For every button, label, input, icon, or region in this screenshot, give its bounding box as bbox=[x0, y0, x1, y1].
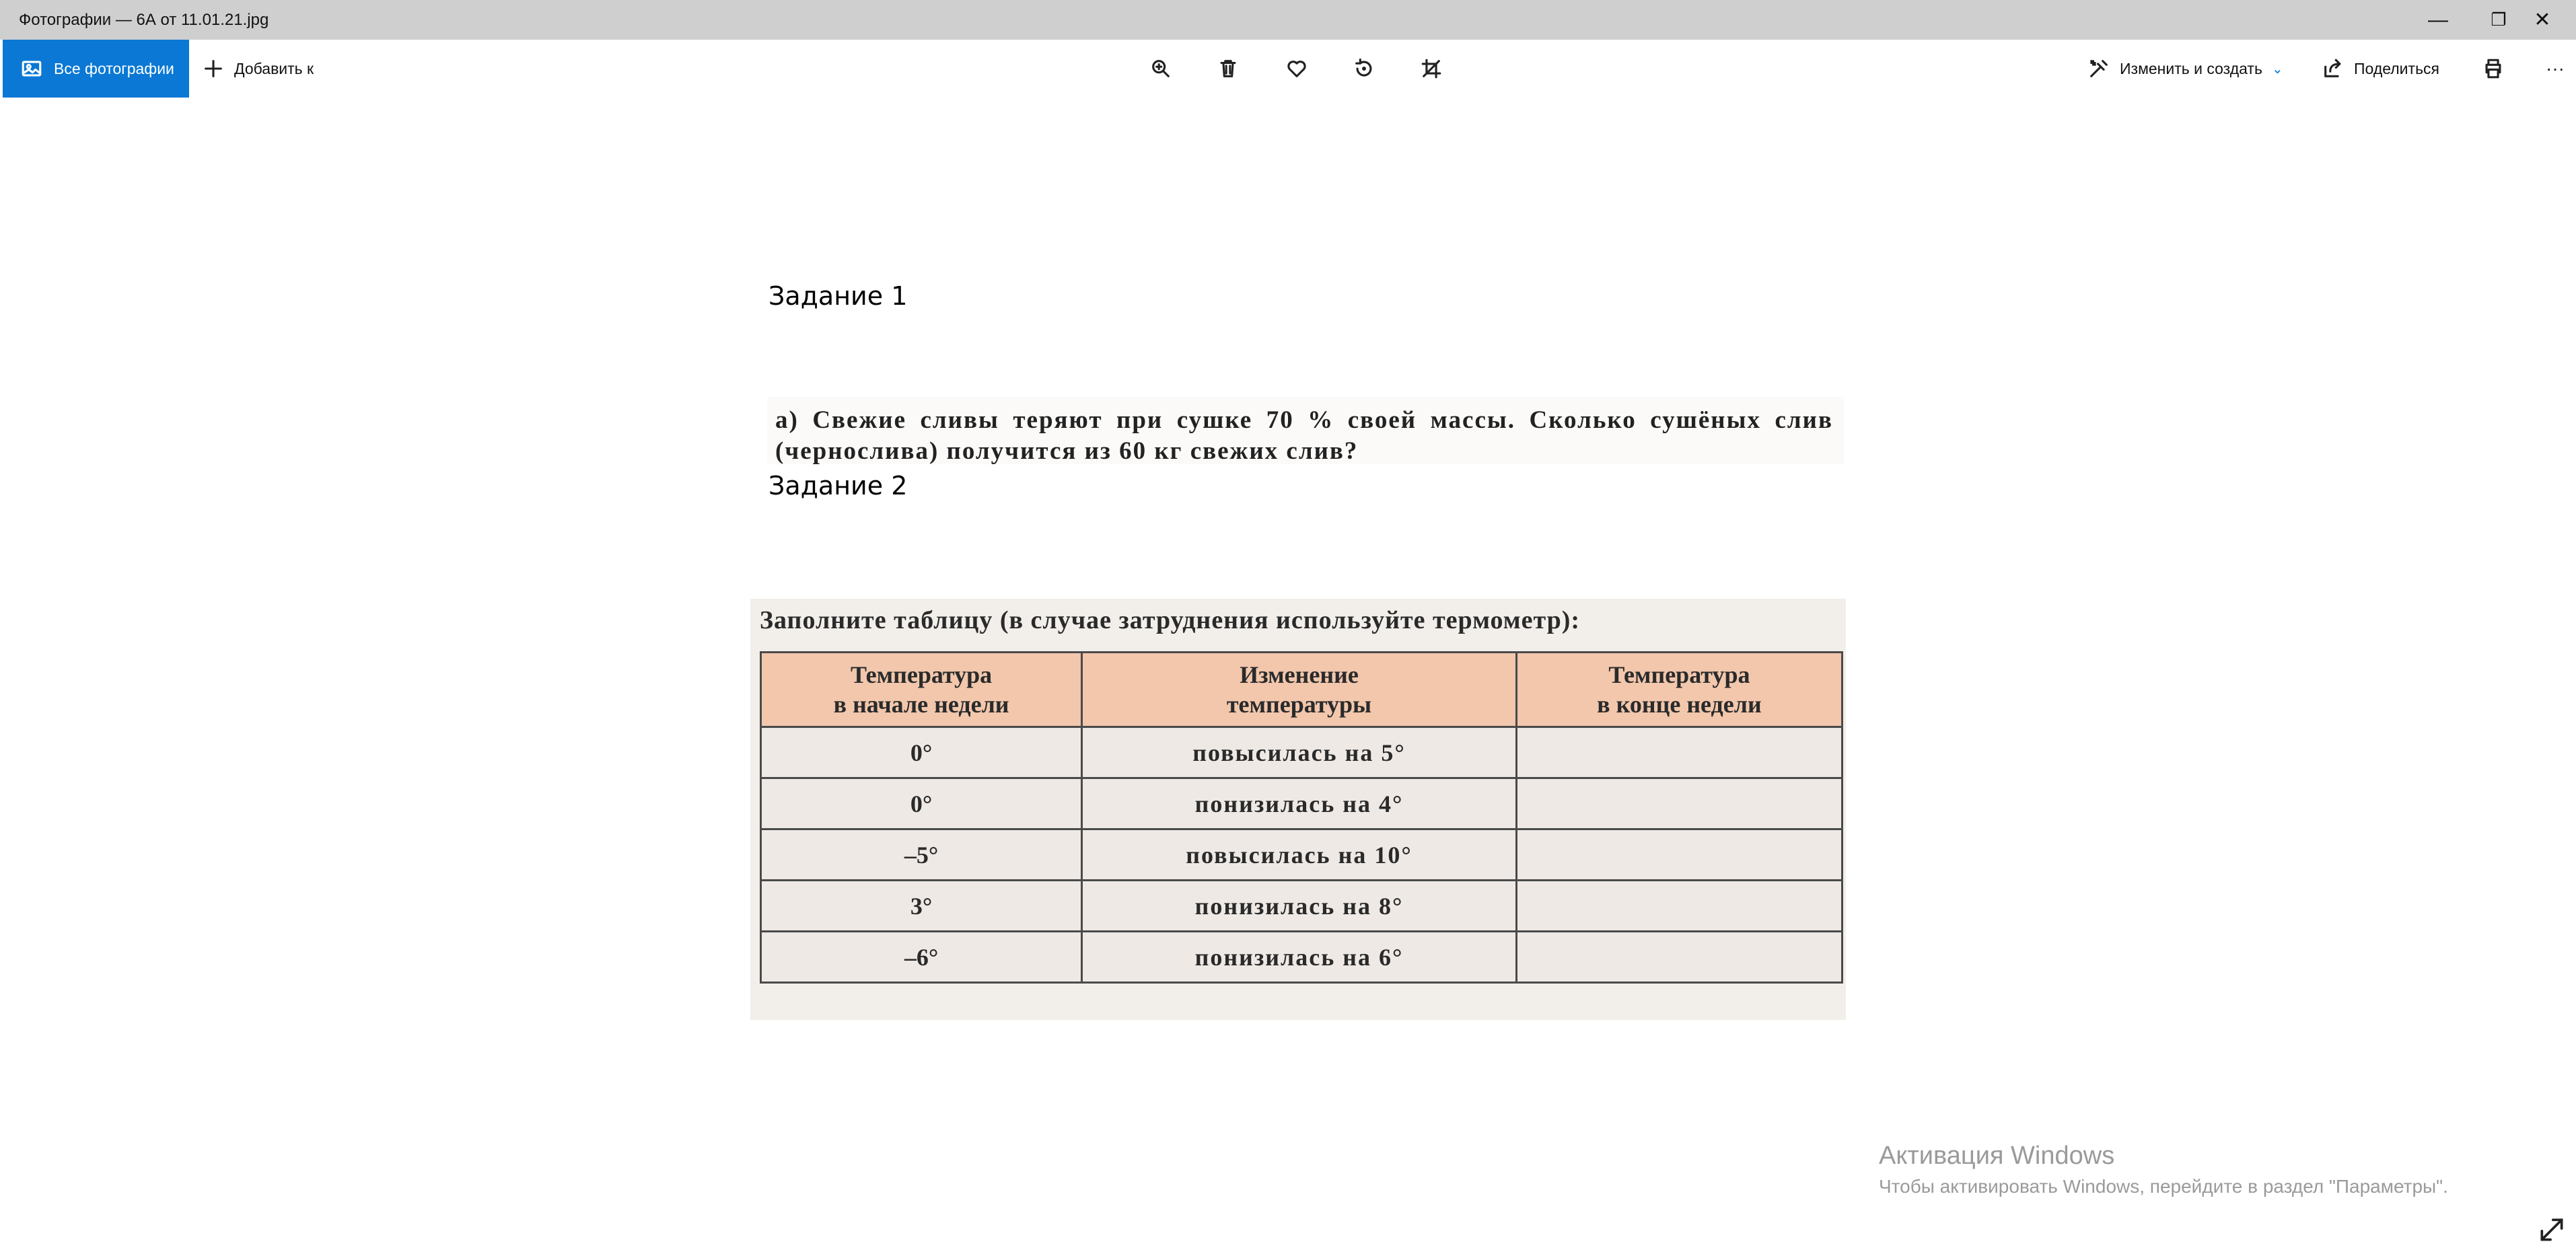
all-photos-label: Все фотографии bbox=[54, 59, 174, 77]
cell-change: понизилась на 8° bbox=[1082, 881, 1517, 932]
zoom-in-button[interactable] bbox=[1137, 40, 1184, 98]
cell-end-temp bbox=[1516, 778, 1842, 829]
edit-create-label: Изменить и создать bbox=[2120, 59, 2262, 77]
restore-button[interactable]: ❐ bbox=[2491, 9, 2507, 30]
toolbar bbox=[0, 40, 2576, 98]
task2-instruction: Заполните таблицу (в случае затруднения используйте термометр): bbox=[760, 606, 1581, 634]
table-row bbox=[761, 932, 1842, 983]
crop-icon bbox=[1420, 57, 1443, 80]
cell-start-temp: –5° bbox=[761, 829, 1082, 881]
cell-end-temp bbox=[1516, 829, 1842, 881]
rotate-icon bbox=[1353, 57, 1375, 80]
cell-change: понизилась на 4° bbox=[1082, 778, 1517, 829]
title-bar bbox=[0, 0, 2576, 40]
cell-start-temp: 0° bbox=[761, 778, 1082, 829]
share-icon bbox=[2322, 57, 2345, 80]
cell-end-temp bbox=[1516, 727, 1842, 778]
close-button[interactable]: ✕ bbox=[2534, 9, 2551, 31]
crop-button[interactable] bbox=[1408, 40, 1455, 98]
activation-watermark bbox=[1879, 1142, 2448, 1197]
cell-start-temp: 3° bbox=[761, 881, 1082, 932]
rotate-button[interactable] bbox=[1340, 40, 1388, 98]
header-end-temp: Температура в конце недели bbox=[1516, 653, 1842, 727]
delete-icon bbox=[1217, 57, 1240, 80]
header-start-temp: Температура в начале недели bbox=[761, 653, 1082, 727]
task1-heading: Задание 1 bbox=[768, 281, 908, 311]
cell-change: повысилась на 10° bbox=[1082, 829, 1517, 881]
window-title: Фотографии — 6А от 11.01.21.jpg bbox=[19, 11, 269, 29]
task1-text: а) Свежие сливы теряют при сушке 70 % своей массы. Сколько сушёных слив (чернослива) получится из 60 кг свежих слив? bbox=[767, 397, 1844, 464]
edit-icon bbox=[2087, 57, 2110, 80]
heart-icon bbox=[1285, 57, 1308, 80]
share-label: Поделиться bbox=[2354, 59, 2440, 77]
print-icon bbox=[2482, 57, 2505, 80]
share-button[interactable] bbox=[2322, 40, 2439, 98]
cell-end-temp bbox=[1516, 932, 1842, 983]
minimize-button[interactable]: — bbox=[2428, 8, 2448, 31]
fullscreen-button[interactable] bbox=[2537, 1215, 2571, 1249]
cell-change: понизилась на 6° bbox=[1082, 932, 1517, 983]
cell-change: повысилась на 5° bbox=[1082, 727, 1517, 778]
watermark-title: Активация Windows bbox=[1879, 1142, 2115, 1170]
task2-heading: Задание 2 bbox=[768, 471, 908, 501]
more-button[interactable]: ··· bbox=[2546, 58, 2565, 79]
cell-end-temp bbox=[1516, 881, 1842, 932]
all-photos-button[interactable] bbox=[3, 40, 189, 98]
task2-scan bbox=[750, 599, 1846, 1020]
photo-icon bbox=[20, 57, 43, 80]
add-to-button[interactable] bbox=[202, 40, 314, 98]
add-to-label: Добавить к bbox=[234, 59, 314, 77]
table-row bbox=[761, 881, 1842, 932]
temperature-table bbox=[760, 651, 1843, 984]
chevron-down-icon: ⌄ bbox=[2271, 61, 2283, 77]
edit-create-button[interactable] bbox=[2087, 40, 2283, 98]
table-row bbox=[761, 829, 1842, 881]
delete-button[interactable] bbox=[1205, 40, 1252, 98]
header-change: Изменение температуры bbox=[1082, 653, 1517, 727]
plus-icon bbox=[202, 57, 225, 80]
table-row bbox=[761, 778, 1842, 829]
watermark-text: Чтобы активировать Windows, перейдите в раздел "Параметры". bbox=[1879, 1176, 2448, 1197]
cell-start-temp: –6° bbox=[761, 932, 1082, 983]
cell-start-temp: 0° bbox=[761, 727, 1082, 778]
print-button[interactable] bbox=[2470, 40, 2517, 98]
table-header-row bbox=[761, 653, 1842, 727]
table-row bbox=[761, 727, 1842, 778]
favorite-button[interactable] bbox=[1273, 40, 1320, 98]
zoom-in-icon bbox=[1149, 57, 1172, 80]
expand-icon bbox=[2537, 1215, 2567, 1245]
